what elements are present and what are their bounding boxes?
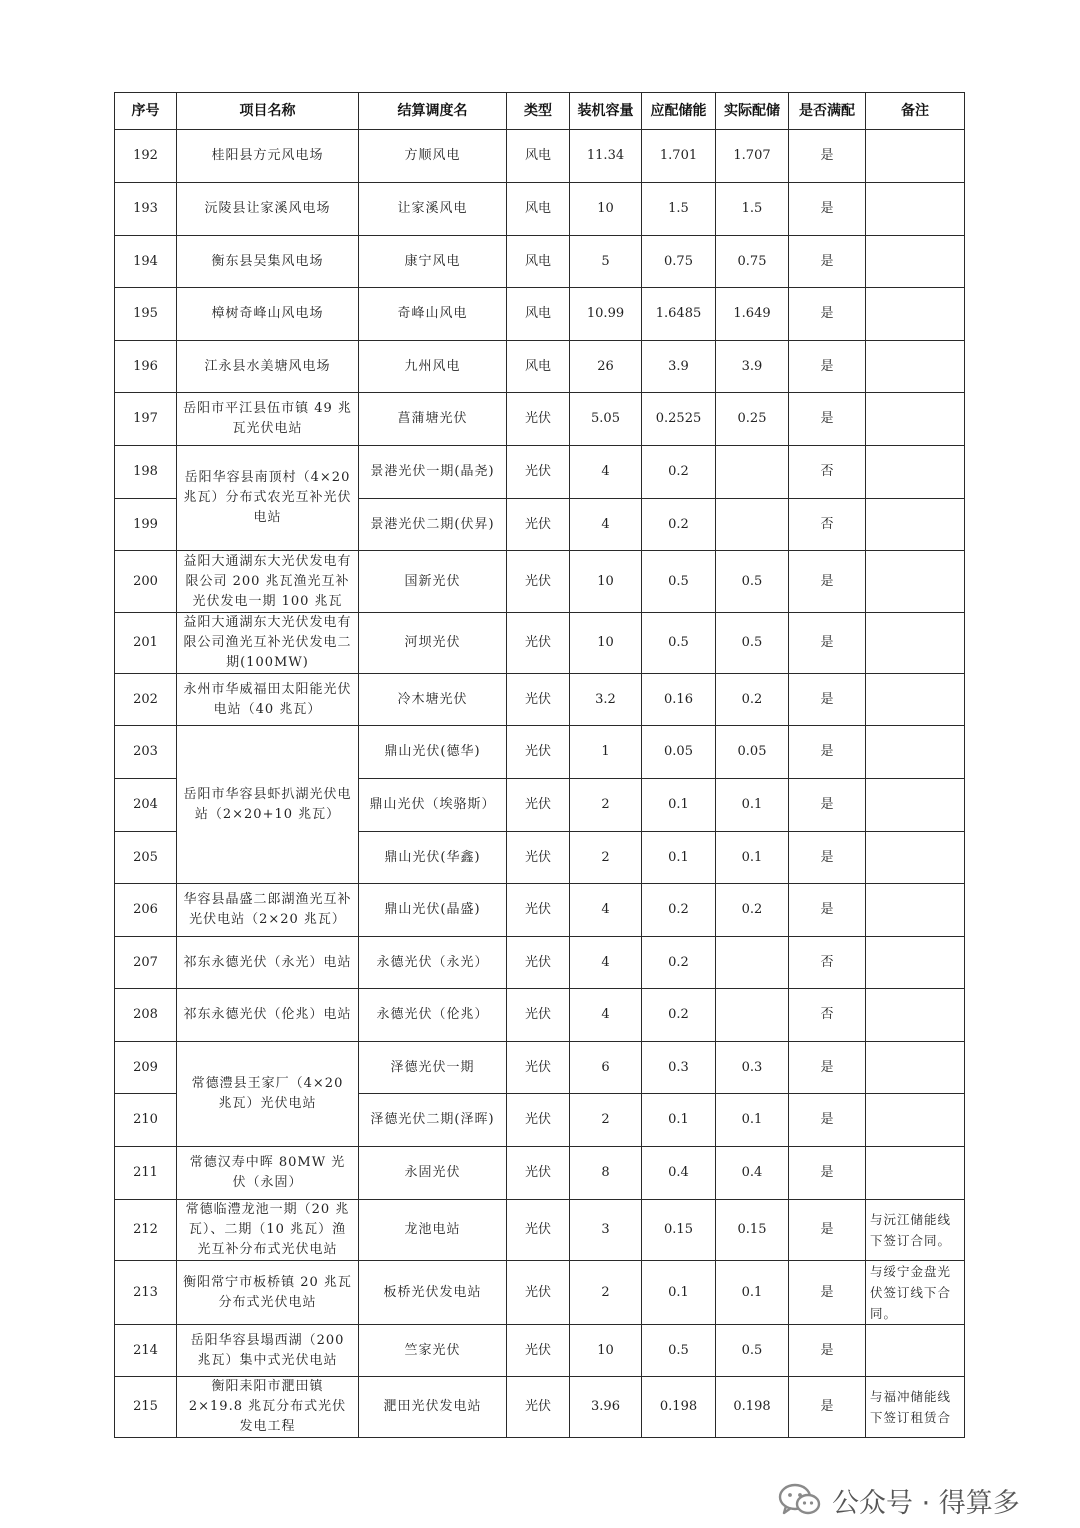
project-name-cell: 衡阳常宁市板桥镇 20 兆瓦分布式光伏电站 [177,1261,359,1325]
note-cell [866,884,965,937]
actual-storage-cell: 0.2 [716,884,789,937]
table-row [115,1147,965,1200]
seq-cell: 206 [115,884,177,937]
seq-cell: 212 [115,1200,177,1261]
full-allocation-cell: 是 [789,236,866,288]
table-row [115,446,965,499]
project-name-cell: 樟树奇峰山风电场 [177,288,359,341]
seq-cell: 192 [115,130,177,183]
full-allocation-cell: 是 [789,674,866,726]
type-cell: 光伏 [507,1325,570,1377]
actual-storage-cell: 0.5 [716,613,789,674]
type-cell: 光伏 [507,1200,570,1261]
note-cell [866,341,965,393]
required-storage-cell: 0.198 [642,1377,716,1438]
seq-cell: 215 [115,1377,177,1438]
dispatch-name-cell: 鼎山光伏(晶盛) [359,884,507,937]
seq-cell: 196 [115,341,177,393]
required-storage-cell: 0.75 [642,236,716,288]
actual-storage-cell: 1.649 [716,288,789,341]
full-allocation-cell: 是 [789,884,866,937]
project-name-cell: 岳阳市平江县伍市镇 49 兆瓦光伏电站 [177,393,359,446]
actual-storage-cell: 0.05 [716,726,789,779]
capacity-cell: 3.2 [570,674,642,726]
table-row [115,726,965,779]
wechat-icon [778,1482,822,1518]
dispatch-name-cell: 菖蒲塘光伏 [359,393,507,446]
type-cell: 光伏 [507,613,570,674]
col-header-type: 类型 [507,93,570,130]
note-cell: 与沅江储能线下签订合同。 [866,1200,965,1261]
capacity-cell: 2 [570,1261,642,1325]
full-allocation-cell: 是 [789,288,866,341]
full-allocation-cell: 否 [789,446,866,499]
seq-cell: 199 [115,499,177,551]
full-allocation-cell: 是 [789,779,866,832]
project-name-cell: 华容县晶盛二郎湖渔光互补光伏电站（2×20 兆瓦） [177,884,359,937]
type-cell: 光伏 [507,779,570,832]
full-allocation-cell: 是 [789,551,866,613]
dispatch-name-cell: 淝田光伏发电站 [359,1377,507,1438]
required-storage-cell: 0.5 [642,613,716,674]
seq-cell: 210 [115,1094,177,1147]
project-name-cell: 常德澧县王家厂（4×20 兆瓦）光伏电站 [177,1042,359,1147]
full-allocation-cell: 是 [789,1200,866,1261]
note-cell [866,1094,965,1147]
actual-storage-cell: 0.1 [716,1094,789,1147]
required-storage-cell: 0.5 [642,551,716,613]
note-cell [866,130,965,183]
capacity-cell: 2 [570,832,642,884]
full-allocation-cell: 是 [789,726,866,779]
table-row [115,674,965,726]
note-cell [866,832,965,884]
dispatch-name-cell: 方顺风电 [359,130,507,183]
seq-cell: 204 [115,779,177,832]
type-cell: 光伏 [507,446,570,499]
required-storage-cell: 0.1 [642,1261,716,1325]
type-cell: 光伏 [507,499,570,551]
table-row [115,236,965,288]
note-cell [866,613,965,674]
capacity-cell: 6 [570,1042,642,1094]
col-header-required: 应配储能 [642,93,716,130]
seq-cell: 194 [115,236,177,288]
project-name-cell: 益阳大通湖东大光伏发电有限公司渔光互补光伏发电二期(100MW) [177,613,359,674]
project-name-cell: 岳阳华容县南顶村（4×20 兆瓦）分布式农光互补光伏电站 [177,446,359,551]
capacity-cell: 10 [570,183,642,236]
seq-cell: 198 [115,446,177,499]
seq-cell: 203 [115,726,177,779]
capacity-cell: 10 [570,613,642,674]
note-cell [866,1042,965,1094]
actual-storage-cell: 0.25 [716,393,789,446]
type-cell: 风电 [507,341,570,393]
full-allocation-cell: 是 [789,1094,866,1147]
note-cell [866,499,965,551]
required-storage-cell: 0.2 [642,884,716,937]
type-cell: 光伏 [507,1261,570,1325]
type-cell: 光伏 [507,1042,570,1094]
dispatch-name-cell: 奇峰山风电 [359,288,507,341]
note-cell [866,446,965,499]
type-cell: 风电 [507,236,570,288]
actual-storage-cell [716,499,789,551]
col-header-note: 备注 [866,93,965,130]
watermark [778,1480,1020,1520]
capacity-cell: 8 [570,1147,642,1200]
type-cell: 光伏 [507,1377,570,1438]
capacity-cell: 4 [570,989,642,1042]
type-cell: 光伏 [507,674,570,726]
col-header-capacity: 装机容量 [570,93,642,130]
project-name-cell: 桂阳县方元风电场 [177,130,359,183]
seq-cell: 211 [115,1147,177,1200]
dispatch-name-cell: 永德光伏（伦兆） [359,989,507,1042]
table-row [115,551,965,613]
full-allocation-cell: 是 [789,1325,866,1377]
required-storage-cell: 1.6485 [642,288,716,341]
col-header-actual: 实际配储 [716,93,789,130]
table-row [115,989,965,1042]
table-row [115,1200,965,1261]
dispatch-name-cell: 九州风电 [359,341,507,393]
watermark-text: 公众号 · 得算多 [832,1487,1020,1519]
capacity-cell: 4 [570,884,642,937]
table-row [115,341,965,393]
actual-storage-cell [716,937,789,989]
project-name-cell: 常德临澧龙池一期（20 兆瓦）、二期（10 兆瓦）渔光互补分布式光伏电站 [177,1200,359,1261]
table-row [115,1325,965,1377]
table-row [115,937,965,989]
note-cell [866,779,965,832]
capacity-cell: 4 [570,499,642,551]
actual-storage-cell: 0.1 [716,779,789,832]
required-storage-cell: 0.2 [642,499,716,551]
type-cell: 风电 [507,183,570,236]
note-cell [866,288,965,341]
type-cell: 风电 [507,288,570,341]
dispatch-name-cell: 让家溪风电 [359,183,507,236]
note-cell [866,183,965,236]
full-allocation-cell: 是 [789,130,866,183]
required-storage-cell: 0.3 [642,1042,716,1094]
seq-cell: 195 [115,288,177,341]
full-allocation-cell: 是 [789,1042,866,1094]
dispatch-name-cell: 鼎山光伏(华鑫) [359,832,507,884]
required-storage-cell: 0.2525 [642,393,716,446]
type-cell: 光伏 [507,989,570,1042]
dispatch-name-cell: 国新光伏 [359,551,507,613]
note-cell [866,937,965,989]
dispatch-name-cell: 鼎山光伏（埃骆斯） [359,779,507,832]
actual-storage-cell [716,446,789,499]
dispatch-name-cell: 泽德光伏一期 [359,1042,507,1094]
actual-storage-cell: 0.75 [716,236,789,288]
project-name-cell: 永州市华威福田太阳能光伏电站（40 兆瓦） [177,674,359,726]
actual-storage-cell: 3.9 [716,341,789,393]
table-row [115,1377,965,1438]
required-storage-cell: 0.2 [642,937,716,989]
full-allocation-cell: 是 [789,1261,866,1325]
storage-allocation-table [114,92,965,1438]
dispatch-name-cell: 龙池电站 [359,1200,507,1261]
actual-storage-cell: 0.1 [716,832,789,884]
table-row [115,393,965,446]
full-allocation-cell: 是 [789,832,866,884]
project-name-cell: 沅陵县让家溪风电场 [177,183,359,236]
dispatch-name-cell: 景港光伏二期(伏昇) [359,499,507,551]
required-storage-cell: 0.1 [642,832,716,884]
col-header-project: 项目名称 [177,93,359,130]
full-allocation-cell: 是 [789,183,866,236]
dispatch-name-cell: 景港光伏一期(晶尧) [359,446,507,499]
actual-storage-cell: 0.5 [716,1325,789,1377]
seq-cell: 197 [115,393,177,446]
required-storage-cell: 0.5 [642,1325,716,1377]
dispatch-name-cell: 永德光伏（永光） [359,937,507,989]
type-cell: 光伏 [507,1094,570,1147]
required-storage-cell: 1.5 [642,183,716,236]
required-storage-cell: 0.1 [642,1094,716,1147]
capacity-cell: 10 [570,1325,642,1377]
note-cell: 与绥宁金盘光伏签订线下合同。 [866,1261,965,1325]
type-cell: 风电 [507,130,570,183]
capacity-cell: 10.99 [570,288,642,341]
type-cell: 光伏 [507,393,570,446]
seq-cell: 208 [115,989,177,1042]
seq-cell: 213 [115,1261,177,1325]
dispatch-name-cell: 康宁风电 [359,236,507,288]
capacity-cell: 26 [570,341,642,393]
dispatch-name-cell: 冷木塘光伏 [359,674,507,726]
note-cell [866,989,965,1042]
dispatch-name-cell: 板桥光伏发电站 [359,1261,507,1325]
note-cell [866,393,965,446]
note-cell: 与福冲储能线下签订租赁合 [866,1377,965,1438]
capacity-cell: 5.05 [570,393,642,446]
dispatch-name-cell: 泽德光伏二期(泽晖) [359,1094,507,1147]
seq-cell: 200 [115,551,177,613]
dispatch-name-cell: 鼎山光伏(德华) [359,726,507,779]
note-cell [866,1147,965,1200]
capacity-cell: 3 [570,1200,642,1261]
actual-storage-cell: 0.4 [716,1147,789,1200]
project-name-cell: 衡东县吴集风电场 [177,236,359,288]
required-storage-cell: 0.1 [642,779,716,832]
capacity-cell: 4 [570,446,642,499]
project-name-cell: 衡阳耒阳市淝田镇 2×19.8 兆瓦分布式光伏发电工程 [177,1377,359,1438]
note-cell [866,236,965,288]
full-allocation-cell: 否 [789,989,866,1042]
actual-storage-cell: 0.3 [716,1042,789,1094]
capacity-cell: 4 [570,937,642,989]
seq-cell: 202 [115,674,177,726]
seq-cell: 205 [115,832,177,884]
full-allocation-cell: 是 [789,341,866,393]
actual-storage-cell: 0.2 [716,674,789,726]
type-cell: 光伏 [507,884,570,937]
seq-cell: 207 [115,937,177,989]
actual-storage-cell: 1.707 [716,130,789,183]
type-cell: 光伏 [507,726,570,779]
dispatch-name-cell: 竺家光伏 [359,1325,507,1377]
seq-cell: 193 [115,183,177,236]
required-storage-cell: 0.15 [642,1200,716,1261]
actual-storage-cell: 0.15 [716,1200,789,1261]
capacity-cell: 2 [570,1094,642,1147]
col-header-dispatch: 结算调度名 [359,93,507,130]
col-header-no: 序号 [115,93,177,130]
dispatch-name-cell: 河坝光伏 [359,613,507,674]
project-name-cell: 益阳大通湖东大光伏发电有限公司 200 兆瓦渔光互补光伏发电一期 100 兆瓦 [177,551,359,613]
capacity-cell: 1 [570,726,642,779]
project-name-cell: 岳阳市华容县虾扒湖光伏电站（2×20+10 兆瓦） [177,726,359,884]
capacity-cell: 10 [570,551,642,613]
full-allocation-cell: 是 [789,1147,866,1200]
type-cell: 光伏 [507,1147,570,1200]
actual-storage-cell [716,989,789,1042]
capacity-cell: 5 [570,236,642,288]
seq-cell: 214 [115,1325,177,1377]
capacity-cell: 3.96 [570,1377,642,1438]
required-storage-cell: 0.2 [642,989,716,1042]
full-allocation-cell: 是 [789,1377,866,1438]
seq-cell: 201 [115,613,177,674]
table-row [115,288,965,341]
required-storage-cell: 3.9 [642,341,716,393]
table-row [115,1261,965,1325]
project-name-cell: 祁东永德光伏（永光）电站 [177,937,359,989]
table-row [115,613,965,674]
note-cell [866,726,965,779]
required-storage-cell: 0.2 [642,446,716,499]
actual-storage-cell: 0.5 [716,551,789,613]
full-allocation-cell: 是 [789,393,866,446]
required-storage-cell: 0.4 [642,1147,716,1200]
project-name-cell: 岳阳华容县塌西湖（200 兆瓦）集中式光伏电站 [177,1325,359,1377]
header-row [115,93,965,130]
col-header-full: 是否满配 [789,93,866,130]
note-cell [866,1325,965,1377]
table-row [115,1042,965,1094]
capacity-cell: 11.34 [570,130,642,183]
actual-storage-cell: 1.5 [716,183,789,236]
seq-cell: 209 [115,1042,177,1094]
table-row [115,884,965,937]
project-name-cell: 江永县水美塘风电场 [177,341,359,393]
table-row [115,130,965,183]
required-storage-cell: 0.16 [642,674,716,726]
actual-storage-cell: 0.1 [716,1261,789,1325]
required-storage-cell: 0.05 [642,726,716,779]
full-allocation-cell: 否 [789,499,866,551]
note-cell [866,674,965,726]
table-row [115,183,965,236]
dispatch-name-cell: 永固光伏 [359,1147,507,1200]
full-allocation-cell: 是 [789,613,866,674]
full-allocation-cell: 否 [789,937,866,989]
note-cell [866,551,965,613]
capacity-cell: 2 [570,779,642,832]
actual-storage-cell: 0.198 [716,1377,789,1438]
type-cell: 光伏 [507,832,570,884]
type-cell: 光伏 [507,937,570,989]
project-name-cell: 常德汉寿中晖 80MW 光伏（永固） [177,1147,359,1200]
project-name-cell: 祁东永德光伏（伦兆）电站 [177,989,359,1042]
required-storage-cell: 1.701 [642,130,716,183]
type-cell: 光伏 [507,551,570,613]
